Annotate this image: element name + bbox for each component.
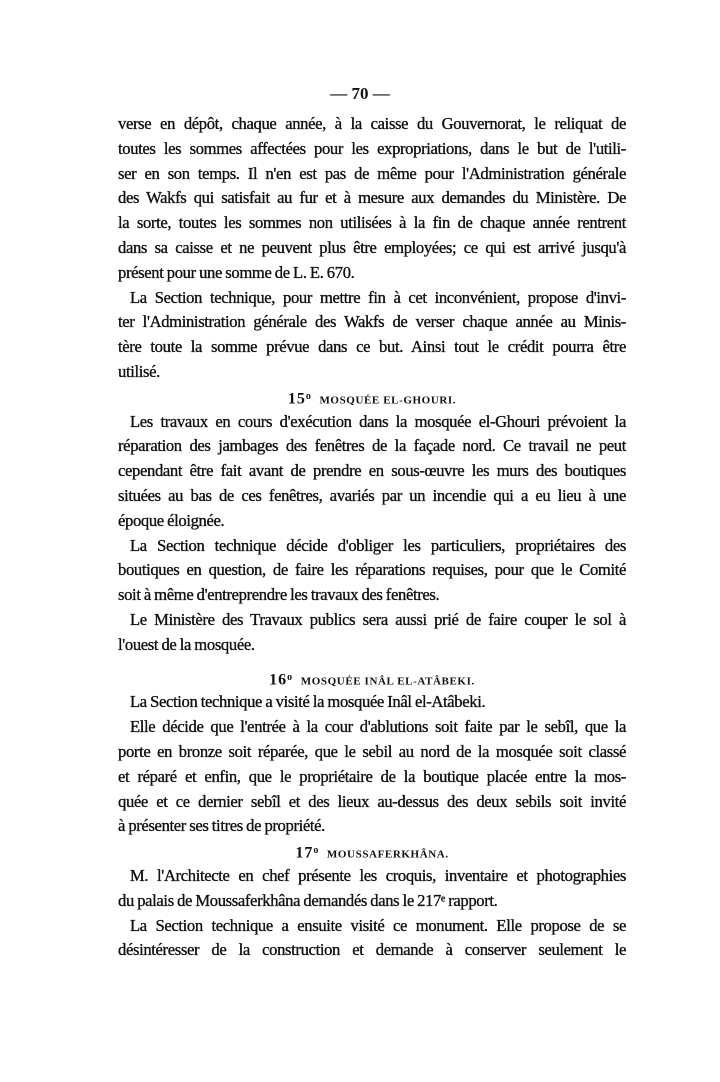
paragraph (118, 690, 626, 715)
section-number: 15 (287, 390, 306, 408)
text-line: La Section technique a ensuite visité ce monument. Elle propose de se (130, 915, 626, 935)
text-line: du palais de Moussaferkhâna demandés dans le 217ᵉ rapport. (118, 890, 498, 910)
text-line: et réparé et enfin, que le propriétaire de la boutique placée entre la mos- (118, 766, 626, 786)
section-number: 17 (295, 844, 314, 862)
text-line: La Section technique a visité la mosquée Inâl el-Atâbeki. (130, 692, 486, 712)
paragraph (118, 112, 626, 286)
text-line: toutes les sommes affectées pour les expropriations, dans le but de l'utili- (118, 138, 626, 158)
text-line: dans sa caisse et ne peuvent plus être employées; ce qui est arrivé jusqu'à (118, 237, 626, 257)
text-line: à présenter ses titres de propriété. (118, 816, 325, 836)
text-line: boutiques en question, de faire les réparations requises, pour que le Comité (118, 560, 626, 580)
paragraph (118, 410, 626, 534)
text-line: porte en bronze soit réparée, que le sebil au nord de la mosquée soit classé (118, 741, 626, 761)
paragraph (118, 914, 626, 964)
text-line: quée et ce dernier sebîl et des lieux au-dessus des deux sebils soit invité (118, 791, 626, 811)
text-line: tère toute la somme prévue dans ce but. Ainsi tout le crédit pourra être (118, 337, 626, 357)
section-title: MOUSSAFERKHÂNA. (326, 848, 449, 861)
paragraph (118, 864, 626, 914)
document-body (118, 112, 626, 963)
text-line: ser en son temps. Il n'en est pas de même pour l'Administration générale (118, 163, 626, 183)
section-heading (118, 385, 626, 410)
text-line: situées au bas de ces fenêtres, avariés par un incendie qui a eu lieu à une (118, 485, 626, 505)
degree-mark: o (305, 390, 312, 402)
paragraph (118, 715, 626, 839)
section-number: 16 (269, 671, 288, 689)
page-number: — 70 — (330, 84, 390, 103)
text-line: verse en dépôt, chaque année, à la caisse du Gouvernorat, le reliquat de (118, 114, 626, 133)
section-title: MOSQUÉE EL-GHOURI. (319, 394, 457, 407)
section-title: MOSQUÉE INÂL EL-ATÂBEKI. (300, 675, 475, 688)
text-line: désintéresser de la construction et demande à conserver seulement le (118, 940, 626, 960)
section-heading (118, 666, 626, 691)
text-line: La Section technique, pour mettre fin à cet inconvénient, propose d'invi- (130, 287, 626, 307)
text-line: Les travaux en cours d'exécution dans la mosquée el-Ghouri prévoient la (130, 411, 626, 431)
degree-mark: o (313, 845, 319, 857)
text-line: la sorte, toutes les sommes non utilisées à la fin de chaque année rentrent (118, 213, 626, 233)
text-line: réparation des jambages des fenêtres de la façade nord. Ce travail ne peut (118, 436, 626, 456)
section-heading (118, 839, 626, 864)
text-line: époque éloignée. (118, 510, 225, 530)
text-line: soit à même d'entreprendre les travaux des fenêtres. (118, 585, 440, 605)
text-line: des Wakfs qui satisfait au fur et à mesure aux demandes du Ministère. De (118, 188, 626, 208)
text-line: M. l'Architecte en chef présente les croquis, inventaire et photographies (130, 865, 626, 885)
text-line: Elle décide que l'entrée à la cour d'ablutions soit faite par le sebîl, que la (130, 717, 626, 737)
paragraph (118, 286, 626, 385)
text-line: La Section technique décide d'obliger les particuliers, propriétaires des (130, 535, 626, 555)
text-line: l'ouest de la mosquée. (118, 634, 255, 654)
text-line: présent pour une somme de L. E. 670. (118, 262, 355, 282)
text-line: ter l'Administration générale des Wakfs de verser chaque année au Minis- (118, 312, 626, 332)
text-line: utilisé. (118, 361, 160, 381)
degree-mark: o (287, 671, 293, 683)
paragraph (118, 608, 626, 658)
paragraph (118, 534, 626, 608)
text-line: cependant être fait avant de prendre en sous-œuvre les murs des boutiques (118, 461, 626, 481)
text-line: Le Ministère des Travaux publics sera aussi prié de faire couper le sol à (130, 609, 626, 629)
